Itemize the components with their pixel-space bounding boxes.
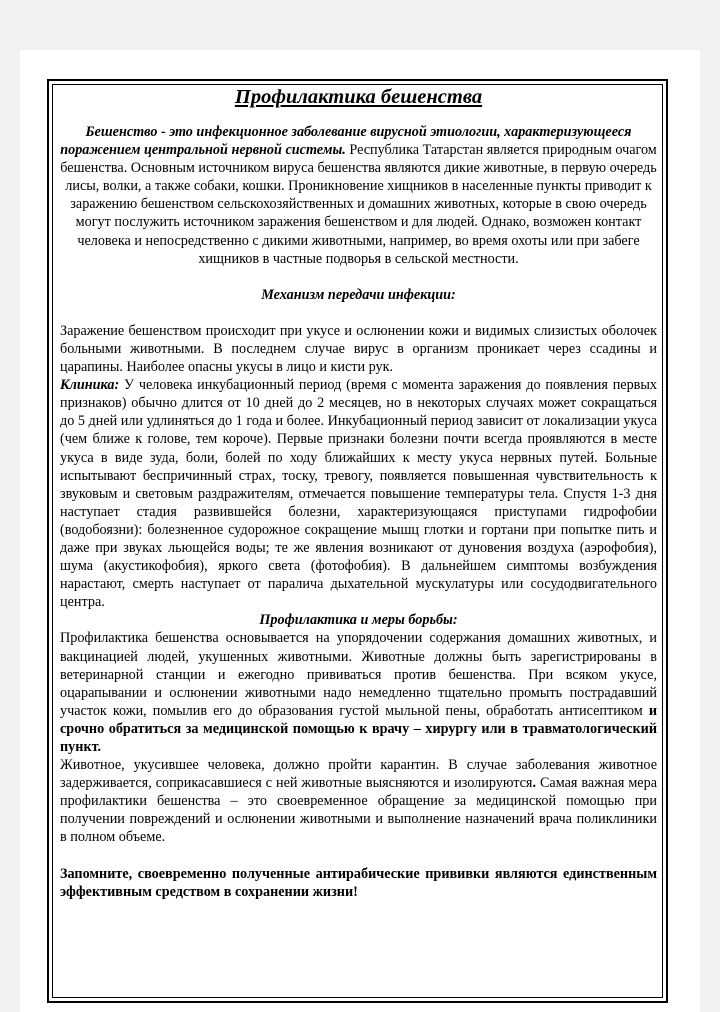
clinic-text: У человека инкубационный период (время с момента заражения до появления первых признаков) обычно длится от 10 дней до 2 месяцев, но в некоторых случаях может сокращаться до 5 дней или удлиняться до 1 года и более. Инкубационный период зависит от локализации укуса (чем ближе к голове, тем короче). Первые признаки болезни почти всегда проявляются в месте укуса в виде зуда, боли, болей по ходу ближайших к месту укуса нервных путей. Больные испытывают беспричинный страх, тоску, тревогу, появляется повышенная чувствительность к звуковым и световым раздражителям, отмечается повышение температуры тела. Спустя 1-3 дня наступает стадия развившейся болезни, характеризующаяся приступами гидрофобии (водобоязни): болезненное судорожное сокращение мышц глотки и гортани при попытке пить и даже при звуках льющейся воды; те же явления возникают от дуновения воздуха (аэрофобия), шума (акустикофобия), яркого света (фотофобия). В дальнейшем симптомы возбуждения нарастают, смерть наступает от паралича дыхательной мускулатуры или сосудодвигательного центра. [60, 377, 657, 611]
prevention-paragraph-2 [60, 756, 657, 846]
prevention-paragraph-1 [60, 629, 657, 756]
intro-paragraph [60, 123, 657, 268]
mechanism-text: Заражение бешенством происходит при укусе и ослюнении кожи и видимых слизистых оболочек больными животными. В последнем случае вирус в организм проникает через ссадины и царапины. Наиболее опасны укусы в лицо и кисти рук. [60, 322, 657, 376]
prevention-text-1: Профилактика бешенства основывается на упорядочении содержания домашних животных, и вакцинацией людей, укушенных животными. Животные должны быть зарегистрированы в ветеринарной станции и ежегодно прививаться против бешенства. При всяком укусе, оцарапывании и ослюнении животными надо немедленно тщательно промыть пострадавший участок кожи, помылив его до образования густой мыльной пены, обработать антисептиком [60, 630, 657, 719]
prevention-dot: . [532, 775, 536, 792]
prevention-bold-1: и срочно обратиться за медицинской помощью к врачу – хирургу или в травматологический пункт. [60, 702, 657, 755]
clinic-label: Клиника: [60, 377, 120, 394]
intro-lead: Бешенство - это инфекционное заболевание вирусной этиологии, характеризующееся поражением центральной нервной системы. [60, 124, 632, 159]
document-content [60, 84, 657, 901]
prevention-text-2: Животное, укусившее человека, должно пройти карантин. В случае заболевания животное задерживается, соприкасавшиеся с ней животные выясняются и изолируются [60, 757, 657, 792]
prevention-heading: Профилактика и меры борьбы: [259, 612, 458, 629]
mechanism-paragraph [60, 322, 657, 612]
document-sheet [20, 50, 700, 1012]
conclusion: Запомните, своевременно полученные антирабические прививки являются единственным эффективным средством в сохранении жизни! [60, 865, 657, 900]
mechanism-heading: Механизм передачи инфекции: [261, 286, 456, 303]
prevention-text-3: Самая важная мера профилактики бешенства – это своевременное обращение за медицинской помощью при получении повреждений и ослюнении животными и выполнение назначений врача поликлиники в полном объеме. [60, 775, 657, 846]
intro-text: Республика Татарстан является природным очагом бешенства. Основным источником вируса бешенства являются дикие животные, в первую очередь лисы, волки, а также собаки, кошки. Проникновение хищников в населенные пункты приводит к заражению бешенством сельскохозяйственных и домашних животных, которые в свою очередь могут послужить источником заражения бешенством и для людей. Однако, возможен контакт человека и непосредственно с дикими животными, например, во время охоты или при забеге хищников в частные подворья в сельской местности. [60, 142, 657, 267]
page-title: Профилактика бешенства [234, 86, 483, 108]
